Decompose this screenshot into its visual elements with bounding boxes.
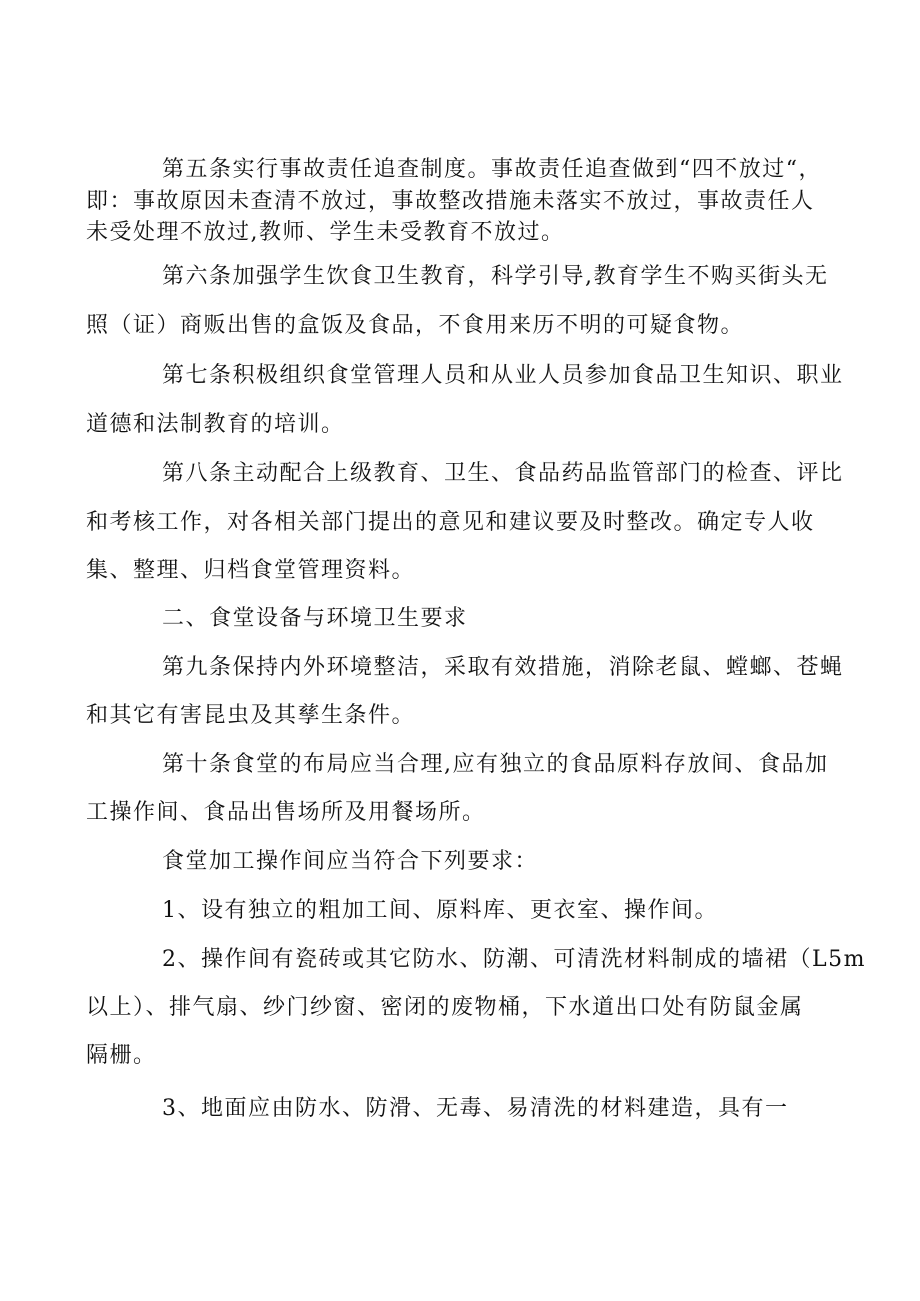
text-line: 第八条主动配合上级教育、卫生、食品药品监管部门的检查、评比 — [162, 461, 844, 486]
text-line: 隔栅。 — [86, 1043, 157, 1068]
list-item: 1、设有独立的粗加工间、原料库、更衣室、操作间。 — [162, 898, 718, 923]
text-line: 第十条食堂的布局应当合理,应有独立的食品原料存放间、食品加 — [162, 752, 829, 777]
text-line: 食堂加工操作间应当符合下列要求： — [162, 849, 539, 874]
text-line: 未受处理不放过,教师、学生未受教育不放过。 — [86, 220, 565, 245]
text-line: 和其它有害昆虫及其孳生条件。 — [86, 703, 416, 728]
section-heading: 二、食堂设备与环境卫生要求 — [162, 606, 468, 631]
text-line: 集、整理、归档食堂管理资料。 — [86, 558, 416, 583]
text-line: 第五条实行事故责任追查制度。事故责任追查做到“四不放过“， — [162, 157, 822, 182]
text-line: 第九条保持内外环境整洁，采取有效措施，消除老鼠、螳螂、苍蝇 — [162, 655, 844, 680]
text-line: 第七条积极组织食堂管理人员和从业人员参加食品卫生知识、职业 — [162, 363, 844, 388]
text-line: 即：事故原因未查清不放过，事故整改措施未落实不放过，事故责任人 — [86, 189, 815, 214]
text-line: 和考核工作，对各相关部门提出的意见和建议要及时整改。确定专人收 — [86, 510, 815, 535]
text-line: 以上）、排气扇、纱门纱窗、密闭的废物桶，下水道出口处有防鼠金属 — [86, 995, 804, 1020]
list-item: 2、操作间有瓷砖或其它防水、防潮、可清洗材料制成的墙裙（L5m — [162, 947, 866, 972]
text-line: 第六条加强学生饮食卫生教育，科学引导,教育学生不购买街头无 — [162, 264, 829, 289]
text-line: 工操作间、食品出售场所及用餐场所。 — [86, 800, 486, 825]
list-item: 3、地面应由防水、防滑、无毒、易清洗的材料建造，具有一 — [162, 1096, 789, 1121]
text-line: 道德和法制教育的培训。 — [86, 412, 345, 437]
text-line: 照（证）商贩出售的盒饭及食品，不食用来历不明的可疑食物。 — [86, 313, 745, 338]
